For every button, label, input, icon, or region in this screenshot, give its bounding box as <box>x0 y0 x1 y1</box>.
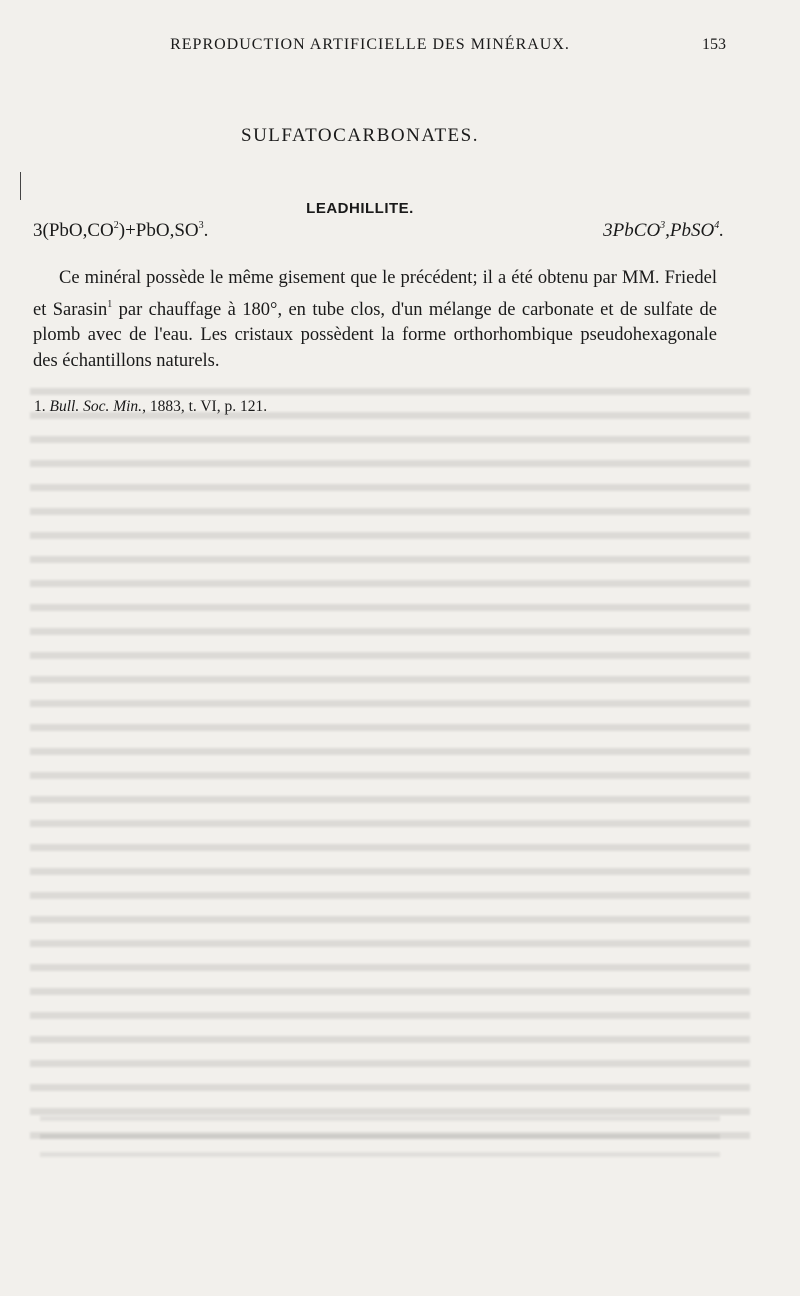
footnote-journal: Bull. Soc. Min. <box>49 398 143 415</box>
formula-left-c: . <box>203 220 209 241</box>
formula-right-a: 3PbCO <box>603 220 661 241</box>
mineral-name: LEADHILLITE. <box>306 200 414 217</box>
formula-right-b-sup: 4 <box>714 220 720 231</box>
page-number: 153 <box>702 36 726 53</box>
running-header <box>0 36 800 60</box>
formula-right-a-sup: 3 <box>660 220 666 231</box>
reverse-side-bleed-through-footnotes <box>40 1110 720 1170</box>
margin-mark <box>20 172 21 200</box>
salt-formula <box>603 220 724 242</box>
formula-left-a-sup: 2 <box>113 220 119 231</box>
formula-right-c: . <box>719 220 724 241</box>
formula-left-b: )+PbO,SO <box>118 220 199 241</box>
formula-left-a: 3(PbO,CO <box>33 220 114 241</box>
section-title: SULFATOCARBONATES. <box>241 125 479 146</box>
body-paragraph <box>33 266 717 374</box>
oxide-formula <box>33 220 208 242</box>
paragraph-part-1: Ce minéral possède le même gisement que le précédent; il a été obtenu par MM. Friedel et Sarasin <box>33 268 717 320</box>
formula-left-b-sup: 3 <box>198 220 204 231</box>
formula-right-b: ,PbSO <box>665 220 715 241</box>
paragraph-part-2: par chauffage à 180°, en tube clos, d'un mélange de carbonate et de sulfate de plomb avec de l'eau. Les cristaux possèdent la forme orthorhombique pseudohexagonale des échantillons naturels. <box>33 299 718 371</box>
running-title: REPRODUCTION ARTIFICIELLE DES MINÉRAUX. <box>170 36 570 53</box>
footnote-citation: , 1883, t. VI, p. 121. <box>142 398 268 415</box>
footnote-reference: 1 <box>107 298 113 310</box>
reverse-side-bleed-through <box>30 380 750 1140</box>
footnote-number: 1. <box>34 398 46 415</box>
